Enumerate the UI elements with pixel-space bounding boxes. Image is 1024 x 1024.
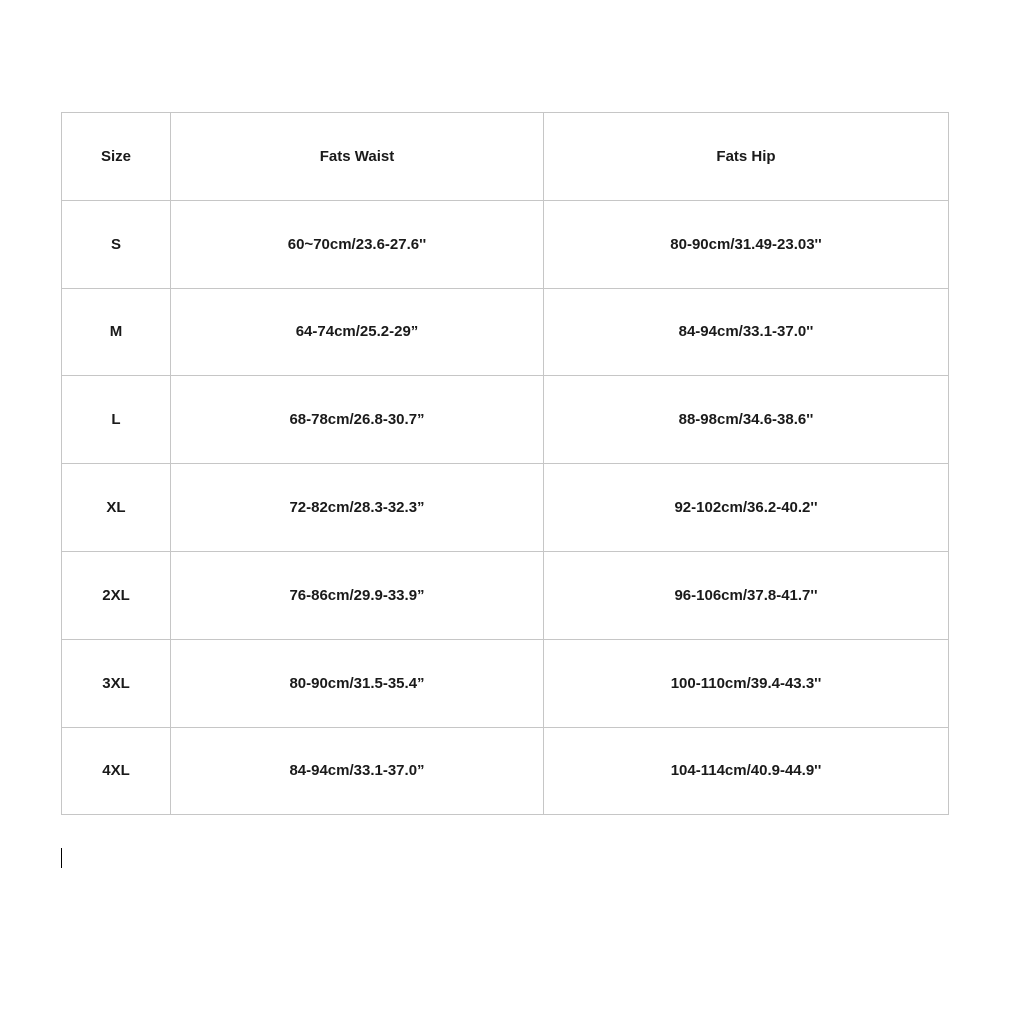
table-row	[62, 288, 949, 376]
cell-size: 2XL	[62, 551, 171, 639]
header-hip: Fats Hip	[544, 113, 949, 201]
cell-size: 3XL	[62, 639, 171, 727]
text-cursor	[61, 848, 62, 868]
cell-waist: 64-74cm/25.2-29”	[171, 288, 544, 376]
cell-hip: 96-106cm/37.8-41.7''	[544, 551, 949, 639]
table-row	[62, 464, 949, 552]
size-chart-table	[61, 112, 949, 815]
table-header-row	[62, 113, 949, 201]
cell-size: L	[62, 376, 171, 464]
table-row	[62, 551, 949, 639]
cell-hip: 88-98cm/34.6-38.6''	[544, 376, 949, 464]
cell-waist: 76-86cm/29.9-33.9”	[171, 551, 544, 639]
cell-waist: 68-78cm/26.8-30.7”	[171, 376, 544, 464]
cell-size: S	[62, 200, 171, 288]
table-row	[62, 200, 949, 288]
cell-waist: 72-82cm/28.3-32.3”	[171, 464, 544, 552]
cell-waist: 60~70cm/23.6-27.6''	[171, 200, 544, 288]
cell-hip: 92-102cm/36.2-40.2''	[544, 464, 949, 552]
cell-hip: 80-90cm/31.49-23.03''	[544, 200, 949, 288]
cell-size: M	[62, 288, 171, 376]
cell-hip: 104-114cm/40.9-44.9''	[544, 727, 949, 815]
cell-hip: 84-94cm/33.1-37.0''	[544, 288, 949, 376]
cell-waist: 84-94cm/33.1-37.0”	[171, 727, 544, 815]
table-row	[62, 727, 949, 815]
cell-size: 4XL	[62, 727, 171, 815]
table-row	[62, 376, 949, 464]
table-row	[62, 639, 949, 727]
cell-waist: 80-90cm/31.5-35.4”	[171, 639, 544, 727]
cell-size: XL	[62, 464, 171, 552]
header-waist: Fats Waist	[171, 113, 544, 201]
cell-hip: 100-110cm/39.4-43.3''	[544, 639, 949, 727]
header-size: Size	[62, 113, 171, 201]
